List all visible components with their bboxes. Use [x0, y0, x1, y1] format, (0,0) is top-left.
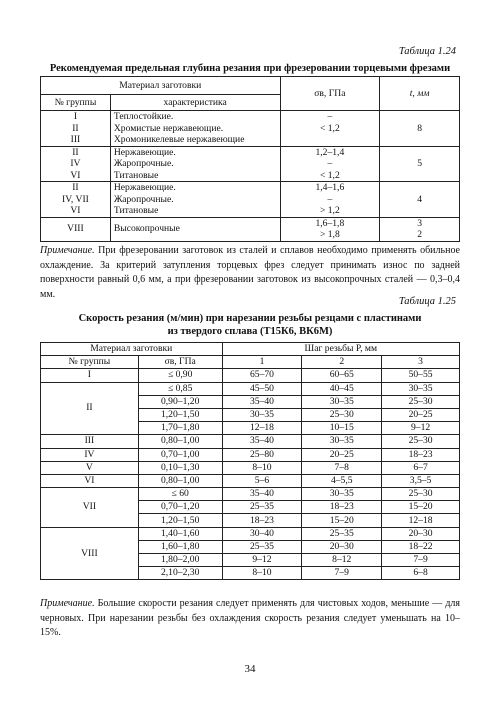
sigma-cell: 1,80–2,00: [138, 554, 222, 567]
table-row: I II III Теплостойкие. Хромистые нержавеющие. Хромоникелевые нержавеющие – < 1,2 8: [41, 111, 460, 147]
depth-table: [40, 76, 460, 242]
group-cell: II: [41, 382, 139, 435]
speed-cell: 10–15: [302, 422, 382, 435]
speed-cell: 25–35: [222, 501, 302, 514]
speed-cell: 35–40: [222, 488, 302, 501]
sigma-cell: ≤ 0,85: [138, 382, 222, 395]
page-number: 34: [244, 663, 256, 675]
group-cell: III: [41, 435, 139, 448]
speed-cell: 30–35: [222, 408, 302, 421]
sigma-cell: 1,40–1,60: [138, 527, 222, 540]
sigma-cell: 0,10–1,30: [138, 461, 222, 474]
speed-cell: 20–30: [382, 527, 460, 540]
group-cell: IV: [41, 448, 139, 461]
speed-cell: 8–10: [222, 567, 302, 580]
speed-cell: 8–10: [222, 461, 302, 474]
header-characteristic: характеристика: [110, 95, 280, 111]
speed-cell: 3,5–5: [382, 474, 460, 487]
speed-cell: 18–23: [302, 501, 382, 514]
table-row: [41, 461, 460, 474]
sigma-cell: 1,60–1,80: [138, 540, 222, 553]
header-p3: 3: [382, 356, 460, 369]
table-caption: Таблица 1.25: [398, 296, 456, 307]
speed-cell: 30–35: [382, 382, 460, 395]
speed-cell: 6–7: [382, 461, 460, 474]
speed-cell: 20–25: [382, 408, 460, 421]
table-caption: Таблица 1.24: [398, 46, 456, 57]
table-note: Примечание. Большие скорости резания следует применять для чистовых ходов, меньшие — для черновых. При нарезании резьбы без охлаждения скорость резания следует уменьшать на 10–15%.: [40, 598, 460, 638]
header-step: Шаг резьбы P, мм: [222, 343, 459, 356]
speed-cell: 12–18: [222, 422, 302, 435]
group-cell: VIII: [41, 527, 139, 580]
speed-cell: 25–35: [302, 527, 382, 540]
speed-cell: 15–20: [382, 501, 460, 514]
speed-cell: 6–8: [382, 567, 460, 580]
header-p2: 2: [302, 356, 382, 369]
speed-cell: 50–55: [382, 369, 460, 382]
sigma-cell: 0,90–1,20: [138, 395, 222, 408]
table-row: [41, 369, 460, 382]
speed-cell: 18–23: [222, 514, 302, 527]
group-cell: VI: [41, 474, 139, 487]
sigma-cell: 0,80–1,00: [138, 474, 222, 487]
header-group: № группы: [41, 95, 111, 111]
speed-cell: 30–35: [302, 488, 382, 501]
speed-cell: 30–35: [302, 395, 382, 408]
speed-cell: 25–80: [222, 448, 302, 461]
sigma-cell: 0,80–1,00: [138, 435, 222, 448]
speed-cell: 20–30: [302, 540, 382, 553]
speed-cell: 25–30: [382, 435, 460, 448]
speed-cell: 15–20: [302, 514, 382, 527]
header-material: Материал заготовки: [41, 343, 223, 356]
header-p1: 1: [222, 356, 302, 369]
group-cell: V: [41, 461, 139, 474]
speed-cell: 8–12: [302, 554, 382, 567]
header-sigma: σв, ГПа: [138, 356, 222, 369]
speed-cell: 35–40: [222, 435, 302, 448]
table-row: [41, 527, 460, 540]
table-row: [41, 474, 460, 487]
speed-cell: 25–30: [382, 395, 460, 408]
speed-cell: 60–65: [302, 369, 382, 382]
speed-cell: 40–45: [302, 382, 382, 395]
sigma-cell: 1,20–1,50: [138, 514, 222, 527]
speed-cell: 20–25: [302, 448, 382, 461]
speed-cell: 5–6: [222, 474, 302, 487]
speed-cell: 9–12: [222, 554, 302, 567]
group-cell: VII: [41, 488, 139, 528]
speed-cell: 7–9: [382, 554, 460, 567]
table-row: [41, 448, 460, 461]
speed-cell: 25–30: [302, 408, 382, 421]
speed-cell: 18–22: [382, 540, 460, 553]
table-row: [41, 382, 460, 395]
speed-cell: 25–30: [382, 488, 460, 501]
sigma-cell: 0,70–1,20: [138, 501, 222, 514]
table-row: VIII Высокопрочные 1,6–1,8 > 1,8 3 2: [41, 217, 460, 241]
sigma-cell: ≤ 0,90: [138, 369, 222, 382]
group-cell: I: [41, 369, 139, 382]
table-note: Примечание. При фрезеровании заготовок из сталей и сплавов необходимо применять обильное охлаждение. За критерий затупления торцевых фрез следует принимать износ по задней поверхности равный 0,6 мм, а при фрезеровании заготовок из высокопрочных сталей — 0,3–0,4 мм.: [40, 245, 461, 300]
sigma-cell: 2,10–2,30: [138, 567, 222, 580]
table-row: [41, 435, 460, 448]
speed-cell: 65–70: [222, 369, 302, 382]
header-material: Материал заготовки: [41, 77, 281, 95]
speed-cell: 25–35: [222, 540, 302, 553]
speed-cell: 45–50: [222, 382, 302, 395]
speed-cell: 12–18: [382, 514, 460, 527]
header-group: № группы: [41, 356, 139, 369]
header-sigma: σв, ГПа: [280, 77, 380, 111]
speed-cell: 9–12: [382, 422, 460, 435]
table-row: II IV VI Нержавеющие. Жаропрочные. Титановые 1,2–1,4 – < 1,2 5: [41, 146, 460, 182]
speed-cell: 35–40: [222, 395, 302, 408]
speed-cell: 4–5,5: [302, 474, 382, 487]
speed-cell: 30–40: [222, 527, 302, 540]
speed-cell: 7–8: [302, 461, 382, 474]
sigma-cell: 1,70–1,80: [138, 422, 222, 435]
speed-cell: 18–23: [382, 448, 460, 461]
header-t: t, мм: [380, 77, 460, 111]
table-row: [41, 488, 460, 501]
speed-table: [40, 342, 460, 580]
sigma-cell: ≤ 60: [138, 488, 222, 501]
speed-cell: 30–35: [302, 435, 382, 448]
table-row: II IV, VII VI Нержавеющие. Жаропрочные. Титановые 1,4–1,6 – > 1,2 4: [41, 182, 460, 218]
speed-cell: 7–9: [302, 567, 382, 580]
sigma-cell: 1,20–1,50: [138, 408, 222, 421]
table-title: Рекомендуемая предельная глубина резания при фрезеровании торцевыми фрезами: [49, 63, 451, 74]
table-title: Скорость резания (м/мин) при нарезании резьбы резцами с пластинами из твердого сплава (Т15К6, ВК6М): [78, 313, 422, 337]
sigma-cell: 0,70–1,00: [138, 448, 222, 461]
